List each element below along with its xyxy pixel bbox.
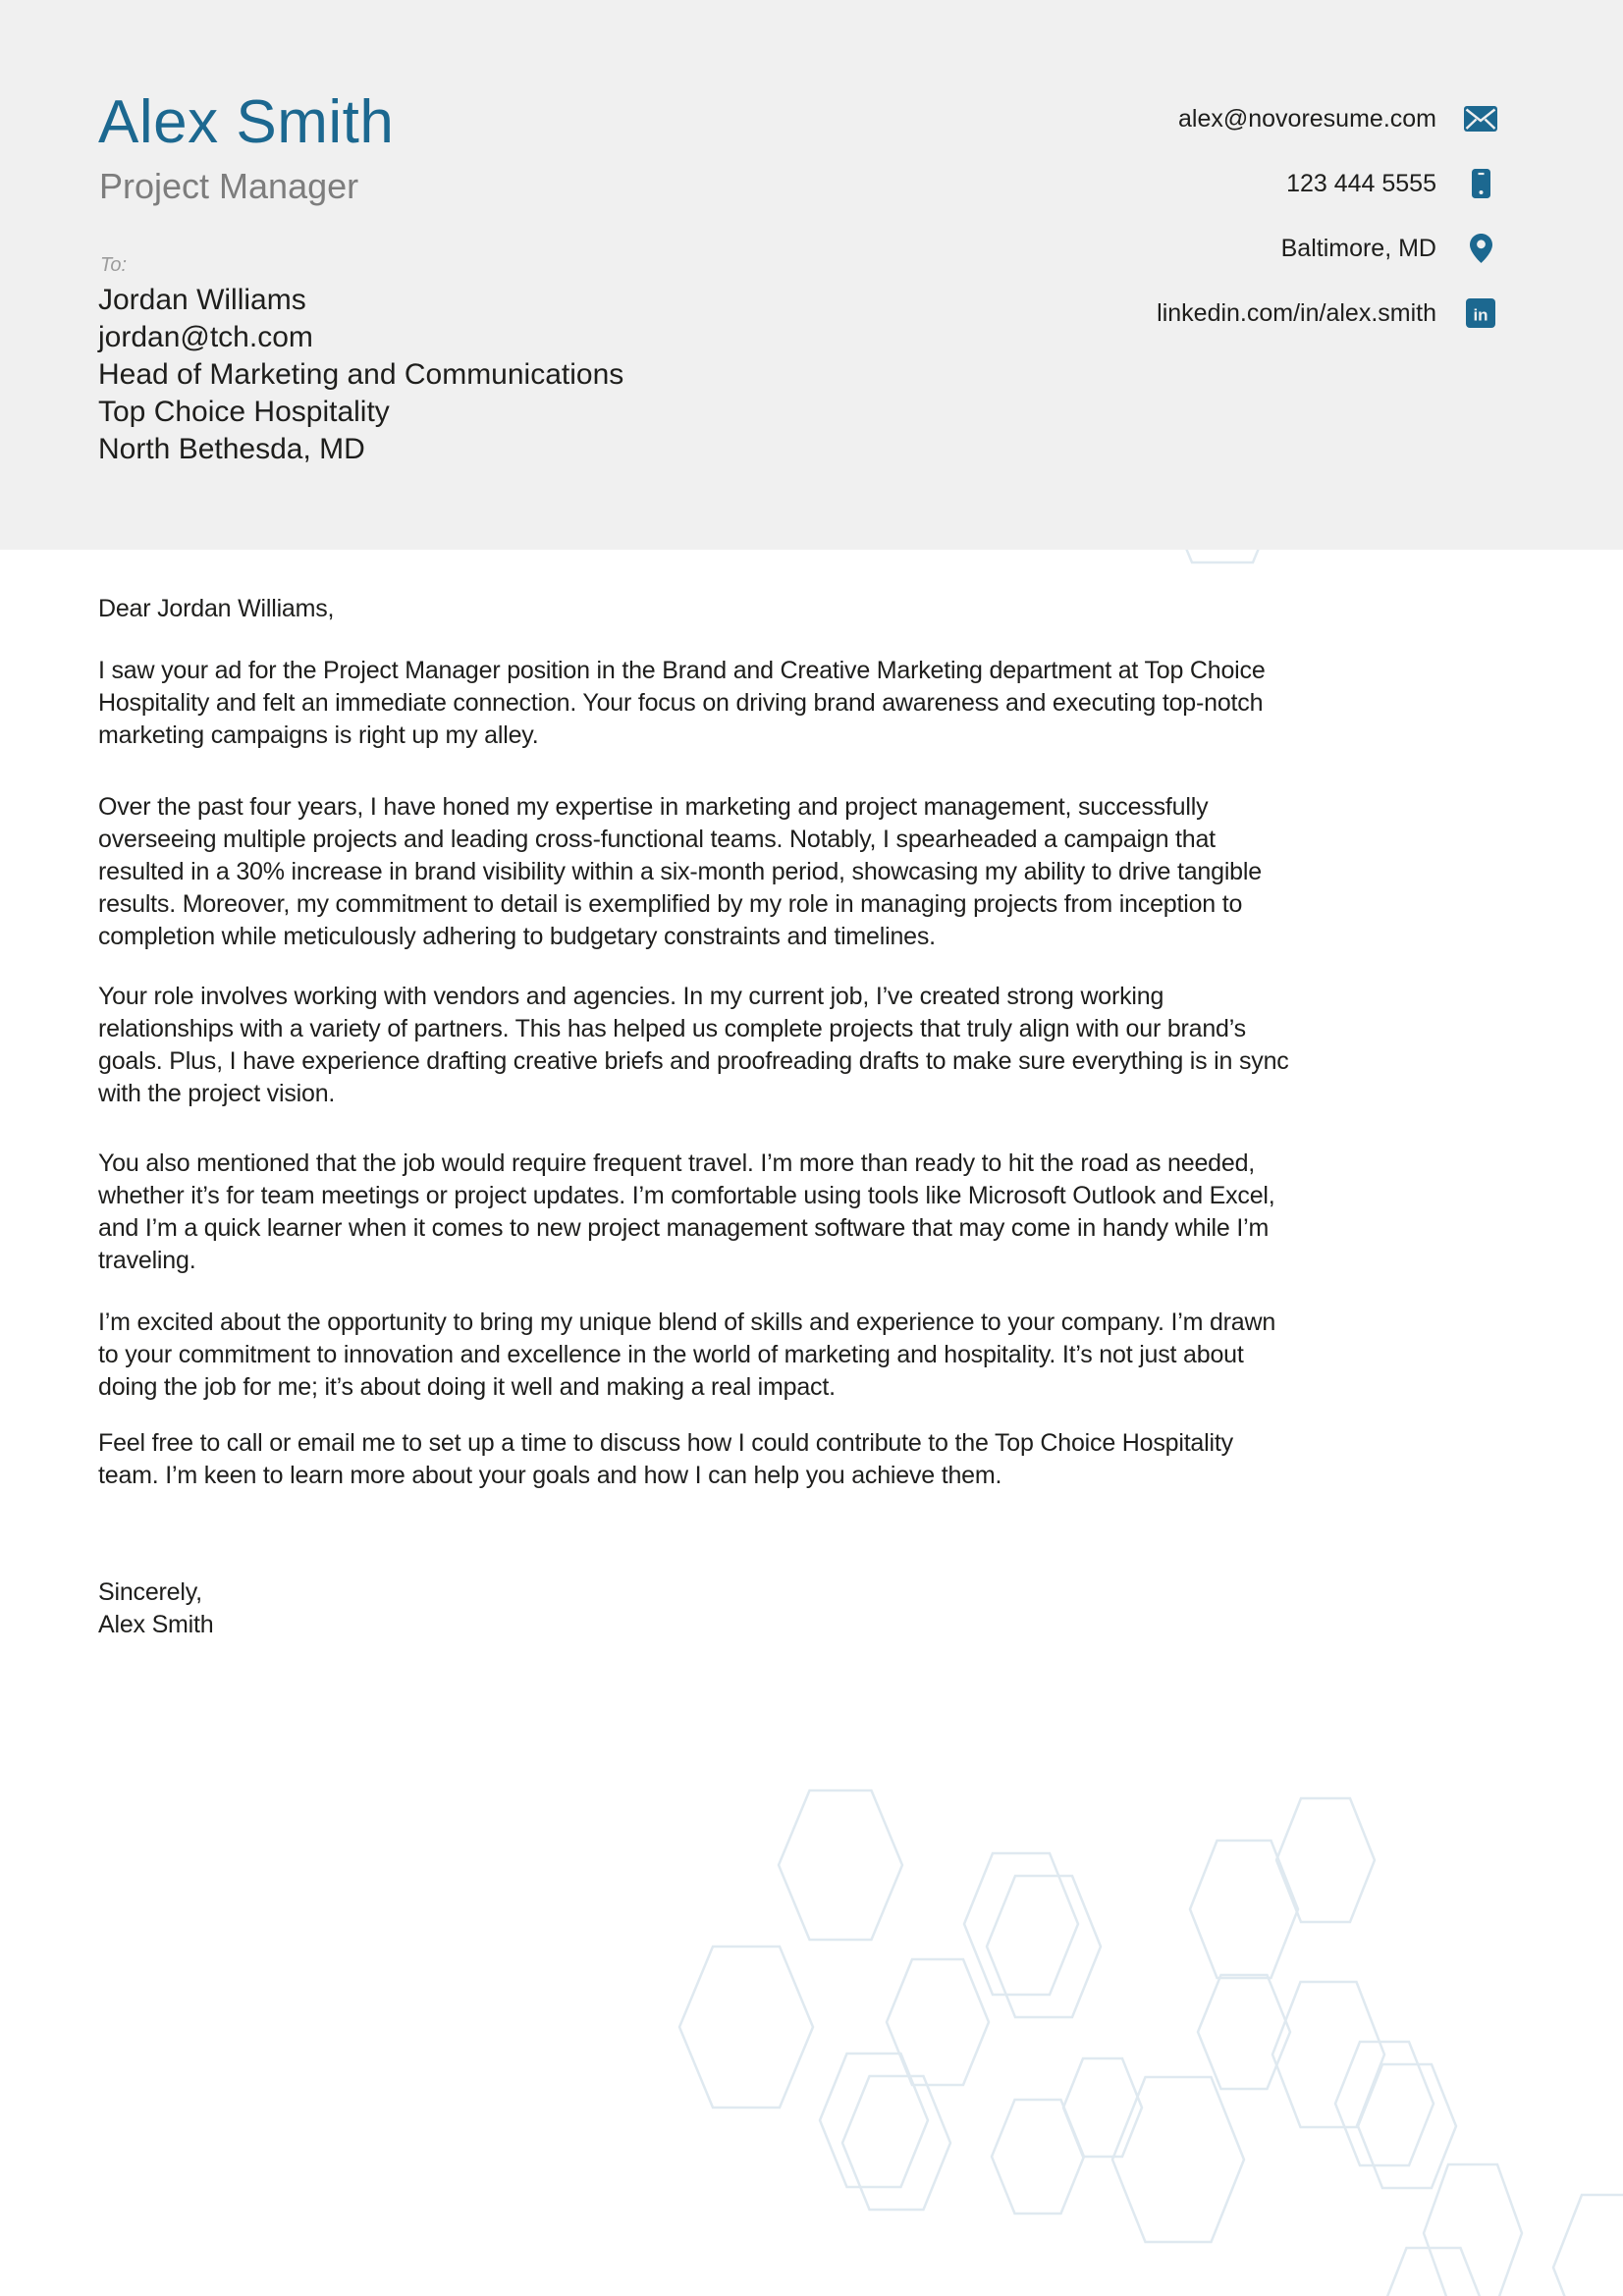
recipient-line: Jordan Williams — [98, 284, 306, 316]
letter-line: and I’m a quick learner when it comes to new project management software that may come in handy while I’m — [98, 1214, 1270, 1242]
letter-line: doing the job for me; it’s about doing it well and making a real impact. — [98, 1373, 836, 1401]
contact-text: alex@novoresume.com — [1178, 104, 1436, 133]
closing-line: Sincerely, — [98, 1578, 202, 1606]
letter-paragraph — [98, 1427, 1233, 1492]
letter-paragraph — [98, 655, 1266, 752]
letter-line: Your role involves working with vendors and agencies. In my current job, I’ve created strong working — [98, 983, 1164, 1010]
letter-line: resulted in a 30% increase in brand visibility within a six-month period, showcasing my ability to drive tangible — [98, 858, 1262, 885]
contact-text: Baltimore, MD — [1280, 234, 1436, 262]
svg-text:in: in — [1473, 305, 1488, 325]
letter-line: Hospitality and felt an immediate connection. Your focus on driving brand awareness and executing top-notch — [98, 689, 1264, 717]
letter-line: overseeing multiple projects and leading cross-functional teams. Notably, I spearheaded a campaign that — [98, 826, 1216, 853]
recipient-line: jordan@tch.com — [98, 321, 313, 353]
applicant-name: Alex Smith — [98, 88, 395, 156]
recipient-to-label: To: — [100, 254, 128, 276]
letter-paragraph — [98, 981, 1289, 1110]
letter-paragraph — [98, 1307, 1275, 1404]
letter-line: team. I’m keen to learn more about your goals and how I can help you achieve them. — [98, 1462, 1002, 1489]
closing-line: Alex Smith — [98, 1611, 214, 1638]
letter-line: traveling. — [98, 1247, 196, 1274]
recipient-line: Head of Marketing and Communications — [98, 358, 624, 391]
recipient-line: Top Choice Hospitality — [98, 396, 390, 428]
letter-line: completion while meticulously adhering to budgetary constraints and timelines. — [98, 923, 936, 950]
signature-block — [98, 1576, 213, 1641]
letter-paragraph — [98, 791, 1262, 953]
letter-line: marketing campaigns is right up my alley. — [98, 721, 539, 749]
recipient-line: North Bethesda, MD — [98, 433, 365, 465]
letter-line: goals. Plus, I have experience drafting creative briefs and proofreading drafts to make sure everything is in sync — [98, 1047, 1289, 1075]
contact-text: 123 444 5555 — [1286, 169, 1436, 197]
letter-paragraph — [98, 1148, 1275, 1277]
letter-line: relationships with a variety of partners. This has helped us complete projects that truly align with our brand’s — [98, 1015, 1246, 1042]
letter-line: You also mentioned that the job would require frequent travel. I’m more than ready to hit the road as needed, — [98, 1149, 1256, 1177]
letter-line: I’m excited about the opportunity to bring my unique blend of skills and experience to your company. I’m drawn — [98, 1308, 1276, 1336]
letter-line: Over the past four years, I have honed my expertise in marketing and project management, successfully — [98, 793, 1209, 821]
letter-line: results. Moreover, my commitment to detail is exemplified by my role in managing projects from inception to — [98, 890, 1243, 918]
letter-line: with the project vision. — [98, 1080, 336, 1107]
salutation: Dear Jordan Williams, — [98, 595, 335, 622]
letter-line: I saw your ad for the Project Manager position in the Brand and Creative Marketing department at Top Choice — [98, 657, 1266, 684]
contact-text: linkedin.com/in/alex.smith — [1157, 298, 1436, 327]
letter-line: whether it’s for team meetings or project updates. I’m comfortable using tools like Microsoft Outlook and Excel, — [98, 1182, 1275, 1209]
applicant-job-title: Project Manager — [99, 166, 359, 206]
letter-line: Feel free to call or email me to set up a time to discuss how I could contribute to the Top Choice Hospitality — [98, 1429, 1233, 1457]
letter-line: to your commitment to innovation and excellence in the world of marketing and hospitality. It’s not just about — [98, 1341, 1244, 1368]
